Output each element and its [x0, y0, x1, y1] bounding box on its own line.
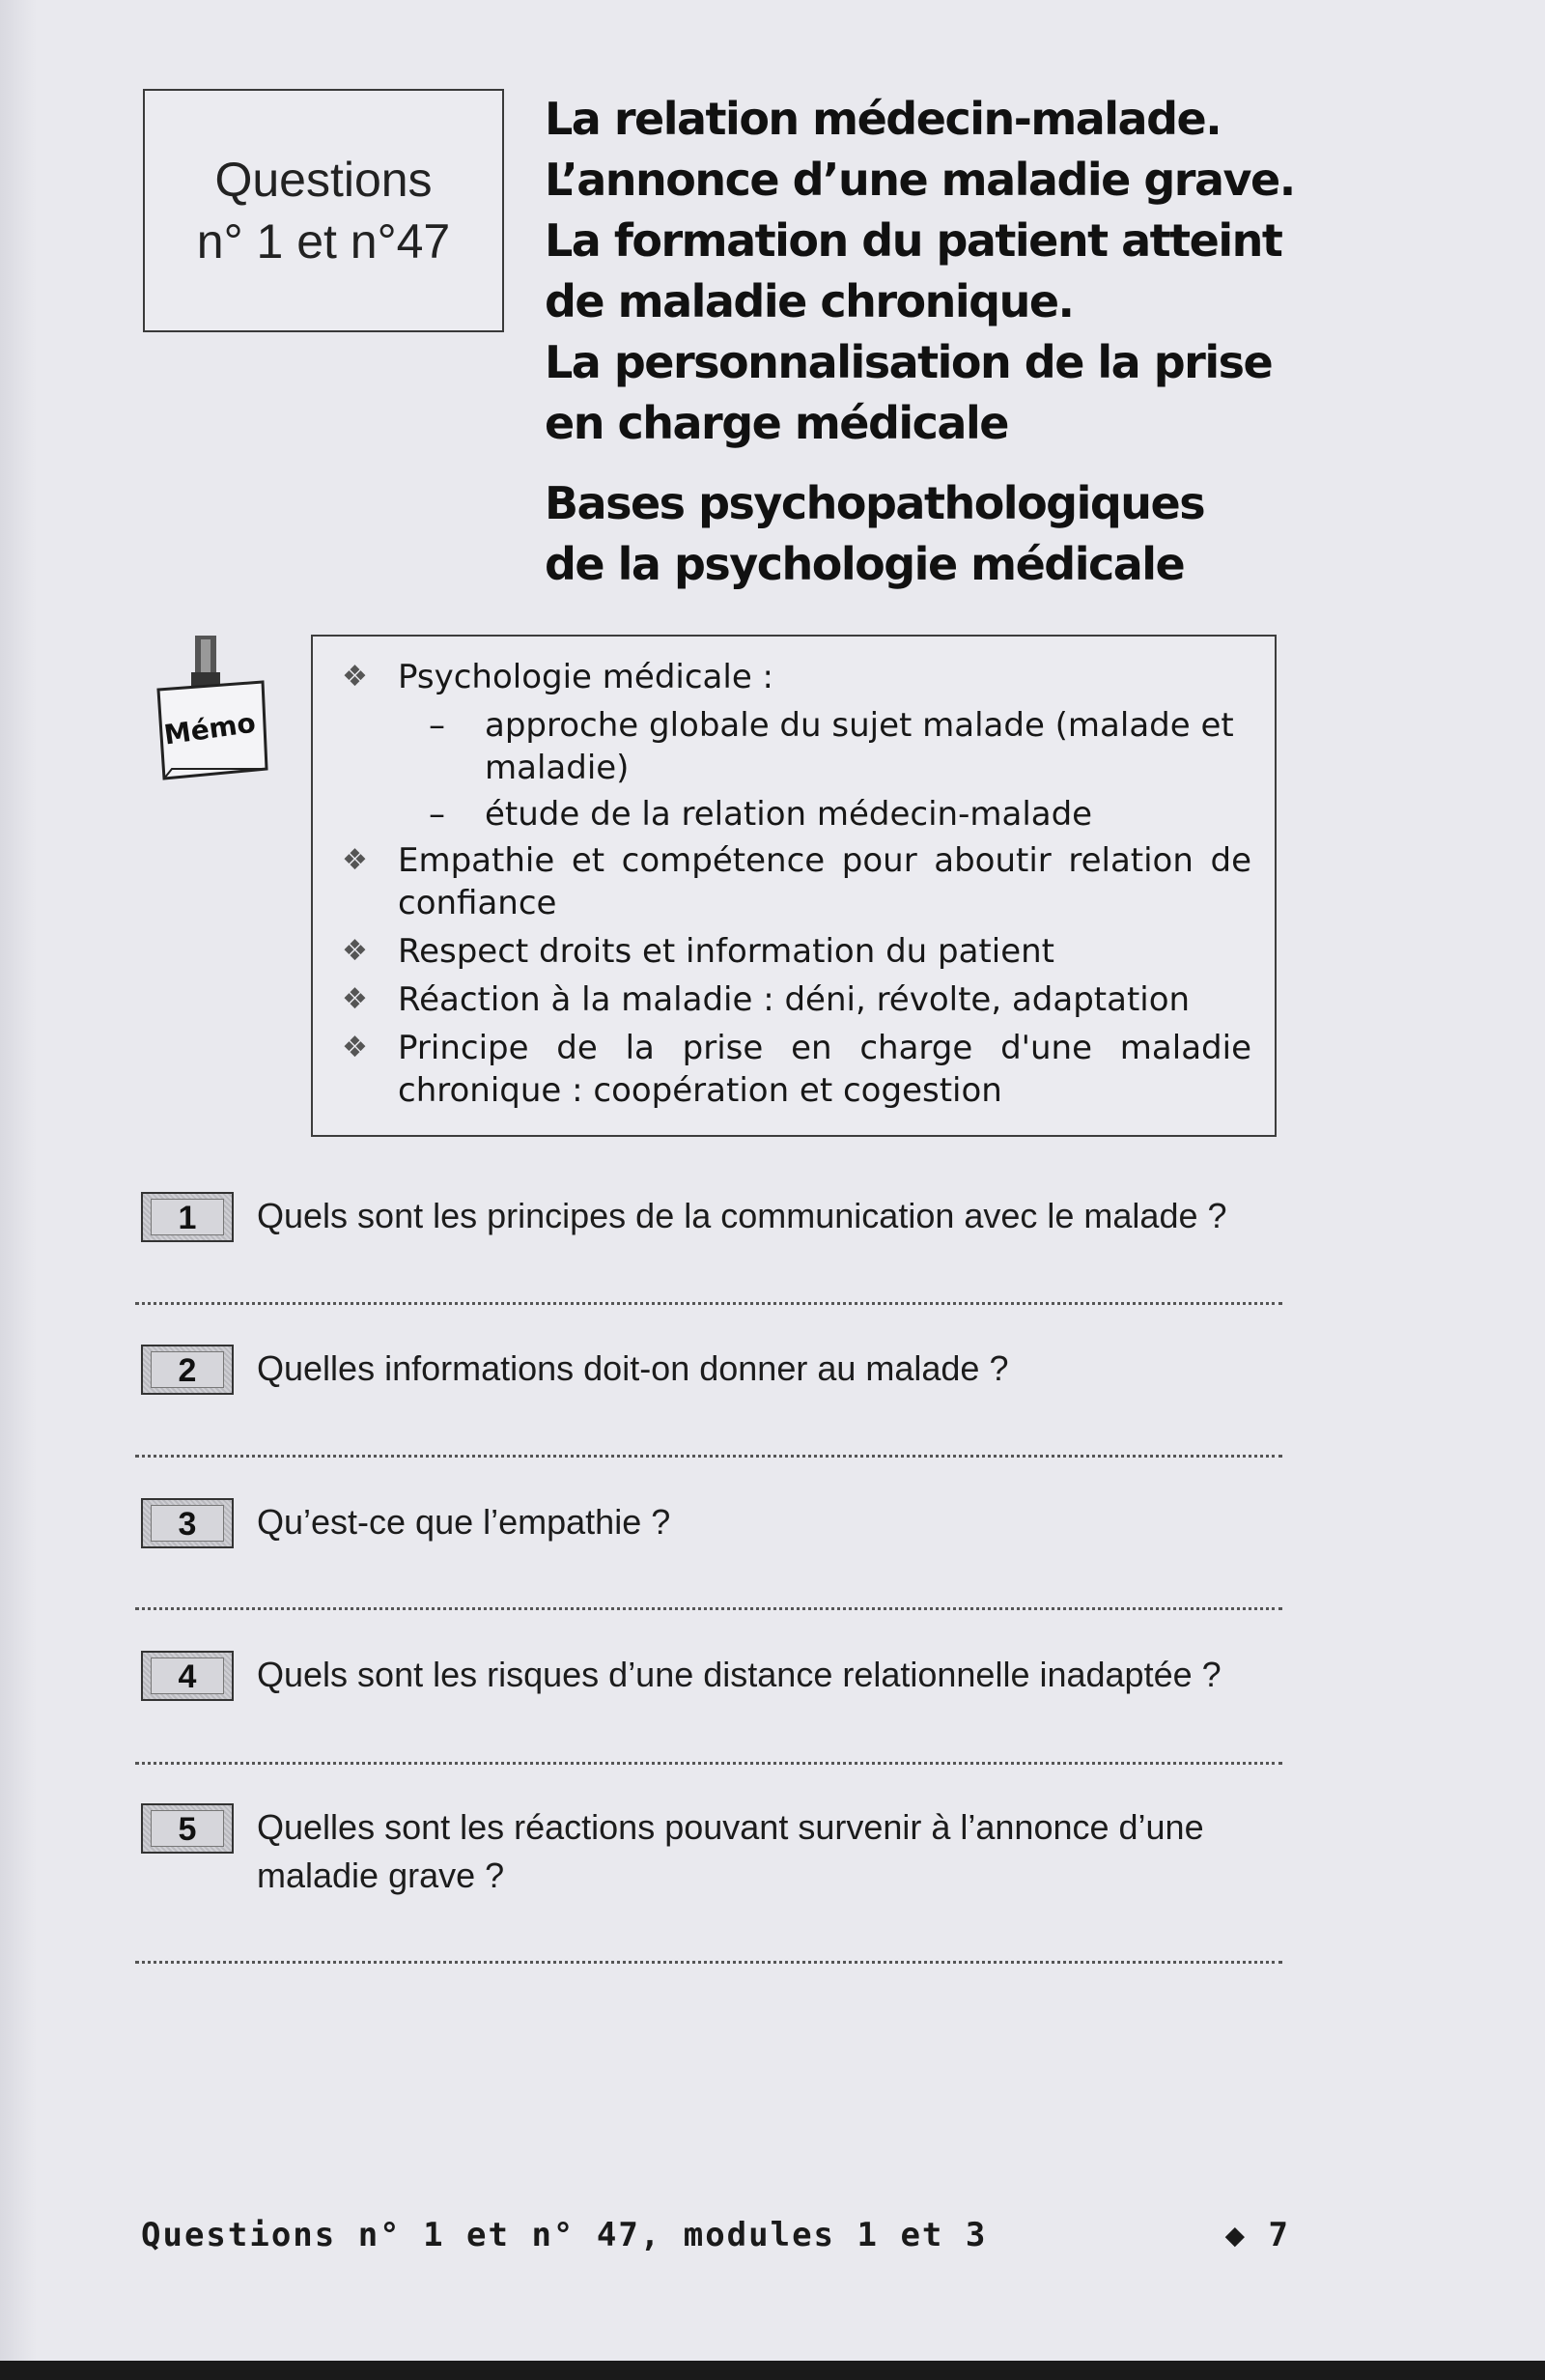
dash-icon: –: [429, 706, 445, 745]
page-footer: [141, 2216, 1290, 2254]
memo-box: [311, 635, 1277, 1137]
answer-line: [135, 1762, 1282, 1765]
question-text: Quels sont les risques d’une distance relationnelle inadaptée ?: [257, 1655, 1222, 1694]
title-line: La personnalisation de la prise: [545, 336, 1273, 388]
questions-numbers: n° 1 et n°47: [196, 214, 451, 269]
title-line: La formation du patient atteint: [545, 214, 1282, 267]
memo-subitem: – étude de la relation médecin-malade: [402, 793, 1251, 836]
question-number-badge: 5: [141, 1803, 234, 1854]
bullet-icon: ❖: [342, 982, 368, 1016]
answer-line: [135, 1961, 1282, 1964]
bullet-icon: ❖: [342, 1031, 368, 1064]
title-line: en charge médicale: [545, 397, 1008, 449]
bullet-icon: ❖: [342, 660, 368, 694]
title-line: Bases psychopathologiques: [545, 477, 1205, 529]
chapter-titles: [545, 89, 1520, 595]
memo-label: Mémo: [161, 706, 258, 751]
dash-icon: –: [429, 795, 445, 834]
bullet-icon: ❖: [342, 843, 368, 877]
memo-item: ❖ Réaction à la maladie : déni, révolte, adaptation: [342, 980, 1191, 1019]
question-number-badge: 4: [141, 1651, 234, 1701]
memo-item: ❖ Psychologie médicale :: [342, 658, 774, 696]
scan-bottom-edge: [0, 2361, 1545, 2380]
page-edge: [0, 0, 37, 2380]
questions-number-box: [143, 89, 504, 332]
question-number-badge: 1: [141, 1192, 234, 1242]
title-line: L’annonce d’une maladie grave.: [545, 154, 1295, 206]
questions-label: Questions: [214, 153, 433, 207]
title-line: de maladie chronique.: [545, 275, 1074, 327]
footer-chapter: Questions n° 1 et n° 47, modules 1 et 3: [141, 2216, 988, 2254]
question-number-badge: 3: [141, 1498, 234, 1548]
memo-item: ❖ Principe de la prise en charge d'une maladie chronique : coopération et cogestion: [342, 1029, 1251, 1110]
question-text: Quelles informations doit-on donner au malade ?: [257, 1348, 1009, 1388]
memo-note-icon: [149, 634, 272, 788]
memo-subitem: – approche globale du sujet malade (malade et maladie): [402, 704, 1251, 789]
question-text: Quelles sont les réactions pouvant survenir à l’annonce d’une maladie grave ?: [257, 1807, 1204, 1895]
answer-line: [135, 1607, 1282, 1610]
memo-item: ❖ Respect droits et information du patient: [342, 932, 1054, 971]
answer-line: [135, 1302, 1282, 1305]
memo-item: ❖ Empathie et compétence pour aboutir relation de confiance: [342, 841, 1251, 922]
title-line: de la psychologie médicale: [545, 538, 1185, 590]
bullet-icon: ❖: [342, 934, 368, 968]
answer-line: [135, 1455, 1282, 1458]
title-line: La relation médecin-malade.: [545, 93, 1222, 145]
question-text: Qu’est-ce que l’empathie ?: [257, 1502, 671, 1542]
page-number: ◆ 7: [1224, 2216, 1290, 2254]
question-number-badge: 2: [141, 1345, 234, 1395]
question-text: Quels sont les principes de la communication avec le malade ?: [257, 1196, 1227, 1235]
